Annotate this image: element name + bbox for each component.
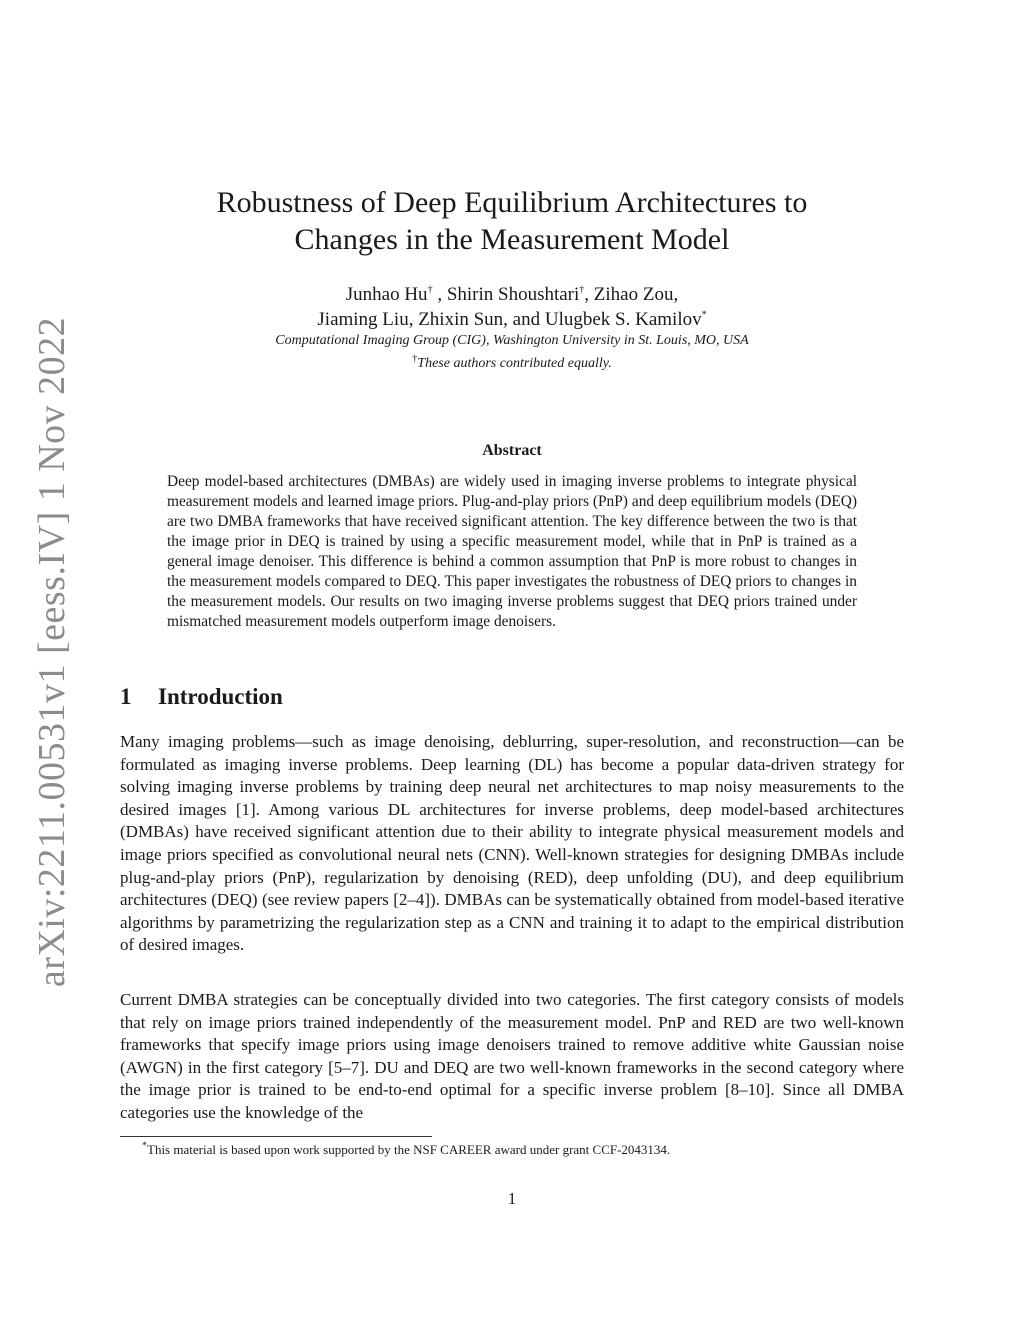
- author-name: , Shirin Shoushtari: [432, 284, 580, 305]
- author-name: Junhao Hu: [345, 284, 428, 305]
- equal-contribution-note: [0, 355, 1024, 373]
- authors-line-1: [0, 282, 1024, 307]
- equal-contribution-mark: †: [412, 353, 418, 365]
- footnote-text: This material is based upon work supported by the NSF CAREER award under grant CCF-2043134.: [147, 1142, 671, 1157]
- footnote-mark: *: [701, 309, 707, 321]
- authors-line-2: [0, 307, 1024, 332]
- intro-paragraph-2: Current DMBA strategies can be conceptually divided into two categories. The first category consists of models that rely on image priors trained independently of the measurement model. PnP and RED are two well-known frameworks that specify image priors using image denoisers trained to remove additive white Gaussian noise (AWGN) in the first category [5–7]. DU and DEQ are two well-known frameworks in the second category where the image prior is trained to be end-to-end optimal for a specific inverse problem [8–10]. Since all DMBA categories use the knowledge of the: [120, 990, 904, 1122]
- author-name: , Zihao Zou,: [584, 284, 679, 305]
- footnote: [142, 1141, 670, 1158]
- affiliation: Computational Imaging Group (CIG), Washington University in St. Louis, MO, USA: [275, 333, 749, 348]
- author-names: Jiaming Liu, Zhixin Sun, and Ulugbek S. Kamilov: [317, 309, 702, 330]
- intro-paragraph-1: Many imaging problems—such as image denoising, deblurring, super-resolution, and reconstruction—can be formulated as imaging inverse problems. Deep learning (DL) has become a popular data-driven strategy for solving imaging inverse problems by training deep neural net architectures to map noisy measurements to the desired images [1]. Among various DL architectures for inverse problems, deep model-based architectures (DMBAs) have received significant attention due to their ability to integrate physical measurement models and image priors specified as convolutional neural nets (CNN). Well-known strategies for designing DMBAs include plug-and-play priors (PnP), regularization by denoising (RED), deep unfolding (DU), and deep equilibrium architectures (DEQ) (see review papers [2–4]). DMBAs can be systematically obtained from model-based iterative algorithms by parametrizing the regularization step as a CNN and training it to adapt to the empirical distribution of desired images.: [120, 732, 904, 955]
- arxiv-identifier-stamp: arXiv:2211.00531v1 [eess.IV] 1 Nov 2022: [31, 316, 73, 988]
- page-number: 1: [507, 1189, 517, 1208]
- footnote-divider: [120, 1136, 432, 1137]
- equal-contribution-text: These authors contributed equally.: [417, 356, 612, 371]
- section-number: 1: [120, 684, 132, 709]
- section-heading: [120, 684, 283, 710]
- author-list: [0, 282, 1024, 332]
- section-title: Introduction: [158, 684, 283, 709]
- abstract-text: Deep model-based architectures (DMBAs) are widely used in imaging inverse problems to integrate physical measurement models and learned image priors. Plug-and-play priors (PnP) and deep equilibrium models (DEQ) are two DMBA frameworks that have received significant attention. The key difference between the two is that the image prior in DEQ is trained by using a specific measurement model, while that in PnP is trained as a general image denoiser. This difference is behind a common assumption that PnP is more robust to changes in the measurement models compared to DEQ. This paper investigates the robustness of DEQ priors to changes in the measurement models. Our results on two imaging inverse problems suggest that DEQ priors trained under mismatched measurement models outperform image denoisers.: [167, 473, 857, 630]
- equal-contribution-mark: †: [579, 284, 585, 296]
- title-line-1: Robustness of Deep Equilibrium Architectures to: [216, 186, 808, 219]
- paper-title: [0, 184, 1024, 258]
- equal-contribution-mark: †: [427, 284, 433, 296]
- footnote-mark: *: [142, 1140, 147, 1152]
- abstract-heading: Abstract: [482, 442, 542, 459]
- title-line-2: Changes in the Measurement Model: [294, 223, 730, 256]
